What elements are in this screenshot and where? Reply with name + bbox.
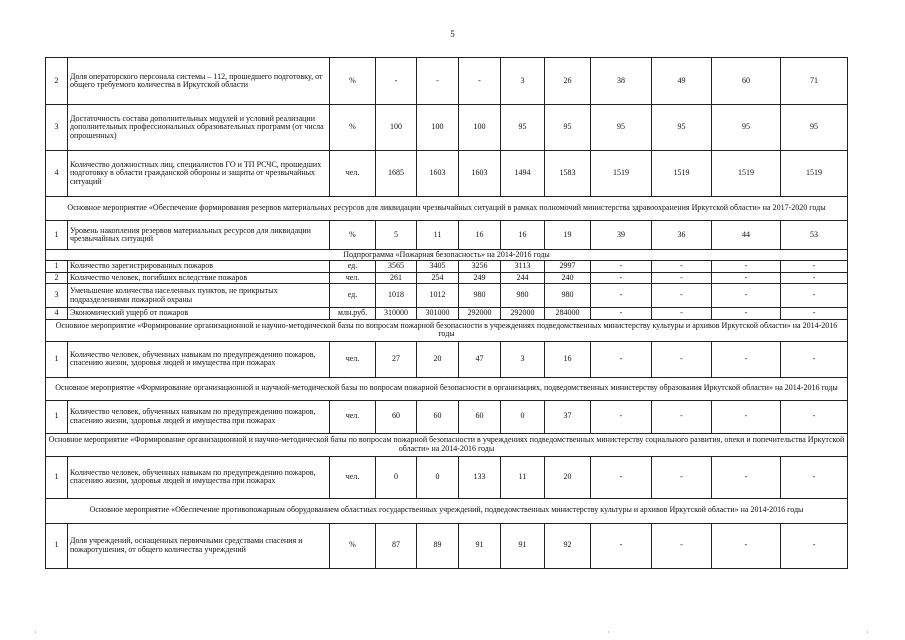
value-cell: 71 xyxy=(781,58,848,105)
table-row xyxy=(46,261,848,272)
scan-mark: · xyxy=(607,628,610,637)
indicator-label: Уровень накопления резервов материальных ресурсов для ликвидации чрезвычайных ситуаций xyxy=(68,221,330,250)
value-cell: 1018 xyxy=(376,284,417,308)
value-cell: 249 xyxy=(459,272,501,283)
row-number: 2 xyxy=(46,272,68,283)
value-cell: 1519 xyxy=(591,151,652,197)
section-header-row xyxy=(46,197,848,221)
table-row xyxy=(46,456,848,498)
unit-cell: чел. xyxy=(330,151,376,197)
value-cell: 16 xyxy=(545,341,591,377)
value-cell: 47 xyxy=(459,341,501,377)
section-title: Основное мероприятие «Обеспечение противопожарным оборудованием областных государственных учреждений, подведомственных министерству культуры и архивов Иркутской области» на 2014-2016 годы xyxy=(46,498,848,523)
page-number: 5 xyxy=(450,29,455,39)
table-row xyxy=(46,400,848,433)
value-cell: 292000 xyxy=(459,308,501,319)
value-cell: 95 xyxy=(712,105,781,151)
section-header-row xyxy=(46,250,848,261)
section-title: Основное мероприятие «Формирование организационной и научной-методической базы по вопросам пожарной безопасности в организациях, подведомственных министерству образования Иркутской области» на 2014-2016 годы xyxy=(46,377,848,400)
scan-mark: · xyxy=(866,628,869,637)
value-cell: 2997 xyxy=(545,261,591,272)
value-cell: - xyxy=(781,400,848,433)
value-cell: - xyxy=(459,58,501,105)
value-cell: - xyxy=(652,341,712,377)
value-cell: 95 xyxy=(652,105,712,151)
value-cell: 100 xyxy=(376,105,417,151)
value-cell: 1519 xyxy=(781,151,848,197)
indicator-label: Количество человек, обученных навыкам по предупреждению пожаров, спасению жизни, здоровья людей и имущества при пожарах xyxy=(68,400,330,433)
value-cell: 37 xyxy=(545,400,591,433)
table-row xyxy=(46,221,848,250)
value-cell: - xyxy=(712,341,781,377)
value-cell: 100 xyxy=(459,105,501,151)
section-title: Основное мероприятие «Формирование организационной и научно-методической базы по вопросам пожарной безопасности в учреждениях подведомственных министерству социального развития, опеки и попечительства Иркутской области» на 2014-2016 годы xyxy=(46,433,848,456)
indicator-label: Количество человек, обученных навыкам по предупреждению пожаров, спасению жизни, здоровья людей и имущества при пожарах xyxy=(68,341,330,377)
row-number: 1 xyxy=(46,523,68,568)
value-cell: - xyxy=(652,400,712,433)
indicator-label: Количество человек, погибших вследствие пожаров xyxy=(68,272,330,283)
value-cell: - xyxy=(781,261,848,272)
value-cell: 38 xyxy=(591,58,652,105)
value-cell: 20 xyxy=(545,456,591,498)
value-cell: 3405 xyxy=(417,261,459,272)
value-cell: 1519 xyxy=(712,151,781,197)
value-cell: - xyxy=(591,456,652,498)
value-cell: - xyxy=(376,58,417,105)
value-cell: - xyxy=(712,272,781,283)
row-number: 1 xyxy=(46,221,68,250)
value-cell: 0 xyxy=(376,456,417,498)
indicator-label: Количество человек, обученных навыкам по предупреждению пожаров, спасению жизни, здоровья людей и имущества при пожарах xyxy=(68,456,330,498)
unit-cell: чел. xyxy=(330,400,376,433)
value-cell: 3565 xyxy=(376,261,417,272)
row-number: 4 xyxy=(46,151,68,197)
value-cell: - xyxy=(652,261,712,272)
value-cell: 1519 xyxy=(652,151,712,197)
unit-cell: % xyxy=(330,105,376,151)
value-cell: 244 xyxy=(501,272,545,283)
row-number: 1 xyxy=(46,261,68,272)
value-cell: 39 xyxy=(591,221,652,250)
value-cell: 27 xyxy=(376,341,417,377)
value-cell: 95 xyxy=(545,105,591,151)
value-cell: 87 xyxy=(376,523,417,568)
table-row xyxy=(46,151,848,197)
value-cell: - xyxy=(712,308,781,319)
value-cell: 36 xyxy=(652,221,712,250)
value-cell: 60 xyxy=(417,400,459,433)
indicator-label: Экономический ущерб от пожаров xyxy=(68,308,330,319)
indicator-label: Уменьшение количества населенных пунктов, не прикрытых подразделениями пожарной охраны xyxy=(68,284,330,308)
value-cell: 95 xyxy=(591,105,652,151)
value-cell: 49 xyxy=(652,58,712,105)
value-cell: 60 xyxy=(376,400,417,433)
value-cell: - xyxy=(652,456,712,498)
table-row xyxy=(46,272,848,283)
value-cell: 60 xyxy=(459,400,501,433)
value-cell: 980 xyxy=(501,284,545,308)
value-cell: - xyxy=(652,523,712,568)
value-cell: 11 xyxy=(501,456,545,498)
indicator-label: Доля операторского персонала системы – 112, прошедшего подготовку, от общего требуемого количества в Иркутской области xyxy=(68,58,330,105)
row-number: 1 xyxy=(46,400,68,433)
section-title: Основное мероприятие «Обеспечение формирования резервов материальных ресурсов для ликвидации чрезвычайных ситуаций в рамках полномочий министерства здравоохранения Иркутской области» на 2017-2020 годы xyxy=(46,197,848,221)
value-cell: - xyxy=(652,272,712,283)
table-row xyxy=(46,105,848,151)
section-header-row xyxy=(46,433,848,456)
value-cell: 0 xyxy=(501,400,545,433)
table-row xyxy=(46,284,848,308)
table-row xyxy=(46,341,848,377)
value-cell: 0 xyxy=(417,456,459,498)
value-cell: 11 xyxy=(417,221,459,250)
value-cell: 95 xyxy=(781,105,848,151)
unit-cell: ед. xyxy=(330,261,376,272)
value-cell: - xyxy=(781,284,848,308)
indicators-table xyxy=(45,57,848,569)
unit-cell: чел. xyxy=(330,456,376,498)
value-cell: 1012 xyxy=(417,284,459,308)
value-cell: 16 xyxy=(501,221,545,250)
value-cell: - xyxy=(781,341,848,377)
row-number: 2 xyxy=(46,58,68,105)
value-cell: - xyxy=(591,272,652,283)
value-cell: - xyxy=(712,284,781,308)
value-cell: - xyxy=(591,308,652,319)
section-title: Основное мероприятие «Формирование организационной и научно-методической базы по вопросам пожарной безопасности в учреждениях подведомственных министерству культуры и архивов Иркутской области» на 2014-2016 годы xyxy=(46,319,848,341)
scan-mark: · xyxy=(34,628,37,637)
value-cell: 95 xyxy=(501,105,545,151)
value-cell: 301000 xyxy=(417,308,459,319)
value-cell: 980 xyxy=(545,284,591,308)
table-body xyxy=(46,58,848,569)
value-cell: 1603 xyxy=(459,151,501,197)
value-cell: 91 xyxy=(501,523,545,568)
value-cell: 20 xyxy=(417,341,459,377)
value-cell: 91 xyxy=(459,523,501,568)
value-cell: - xyxy=(712,261,781,272)
section-header-row xyxy=(46,319,848,341)
value-cell: - xyxy=(712,523,781,568)
value-cell: 1494 xyxy=(501,151,545,197)
unit-cell: чел. xyxy=(330,272,376,283)
value-cell: 3113 xyxy=(501,261,545,272)
value-cell: - xyxy=(781,523,848,568)
row-number: 3 xyxy=(46,105,68,151)
value-cell: 310000 xyxy=(376,308,417,319)
table-row xyxy=(46,308,848,319)
value-cell: 16 xyxy=(459,221,501,250)
value-cell: - xyxy=(591,341,652,377)
value-cell: - xyxy=(781,308,848,319)
unit-cell: % xyxy=(330,58,376,105)
indicator-label: Доля учреждений, оснащенных первичными средствами спасения и пожаротушения, от общего количества учреждений xyxy=(68,523,330,568)
row-number: 1 xyxy=(46,456,68,498)
value-cell: - xyxy=(591,400,652,433)
value-cell: - xyxy=(712,400,781,433)
value-cell: 3 xyxy=(501,341,545,377)
row-number: 4 xyxy=(46,308,68,319)
value-cell: 284000 xyxy=(545,308,591,319)
value-cell: - xyxy=(712,456,781,498)
value-cell: - xyxy=(417,58,459,105)
unit-cell: млн.руб. xyxy=(330,308,376,319)
value-cell: 3 xyxy=(501,58,545,105)
value-cell: 133 xyxy=(459,456,501,498)
value-cell: 60 xyxy=(712,58,781,105)
indicator-label: Количество должностных лиц, специалистов ГО и ТП РСЧС, прошедших подготовку в области гражданской обороны и защиты от чрезвычайных ситуаций xyxy=(68,151,330,197)
value-cell: 100 xyxy=(417,105,459,151)
row-number: 3 xyxy=(46,284,68,308)
value-cell: - xyxy=(652,284,712,308)
unit-cell: чел. xyxy=(330,341,376,377)
table-row xyxy=(46,523,848,568)
value-cell: 5 xyxy=(376,221,417,250)
value-cell: - xyxy=(591,261,652,272)
value-cell: 89 xyxy=(417,523,459,568)
table-row xyxy=(46,58,848,105)
value-cell: 261 xyxy=(376,272,417,283)
value-cell: 19 xyxy=(545,221,591,250)
value-cell: - xyxy=(781,456,848,498)
section-header-row xyxy=(46,498,848,523)
row-number: 1 xyxy=(46,341,68,377)
value-cell: - xyxy=(781,272,848,283)
unit-cell: ед. xyxy=(330,284,376,308)
value-cell: 26 xyxy=(545,58,591,105)
value-cell: 1603 xyxy=(417,151,459,197)
value-cell: 53 xyxy=(781,221,848,250)
value-cell: 3256 xyxy=(459,261,501,272)
value-cell: 254 xyxy=(417,272,459,283)
value-cell: 92 xyxy=(545,523,591,568)
indicator-label: Достаточность состава дополнительных модулей и условий реализации дополнительных профессиональных образовательных программ (от числа опрошенных) xyxy=(68,105,330,151)
section-title: Подпрограмма «Пожарная безопасность» на 2014-2016 годы xyxy=(46,250,848,261)
value-cell: 44 xyxy=(712,221,781,250)
unit-cell: % xyxy=(330,523,376,568)
value-cell: - xyxy=(591,284,652,308)
value-cell: 1685 xyxy=(376,151,417,197)
value-cell: - xyxy=(652,308,712,319)
indicator-label: Количество зарегистрированных пожаров xyxy=(68,261,330,272)
section-header-row xyxy=(46,377,848,400)
value-cell: - xyxy=(591,523,652,568)
value-cell: 240 xyxy=(545,272,591,283)
unit-cell: % xyxy=(330,221,376,250)
value-cell: 980 xyxy=(459,284,501,308)
value-cell: 1583 xyxy=(545,151,591,197)
value-cell: 292000 xyxy=(501,308,545,319)
